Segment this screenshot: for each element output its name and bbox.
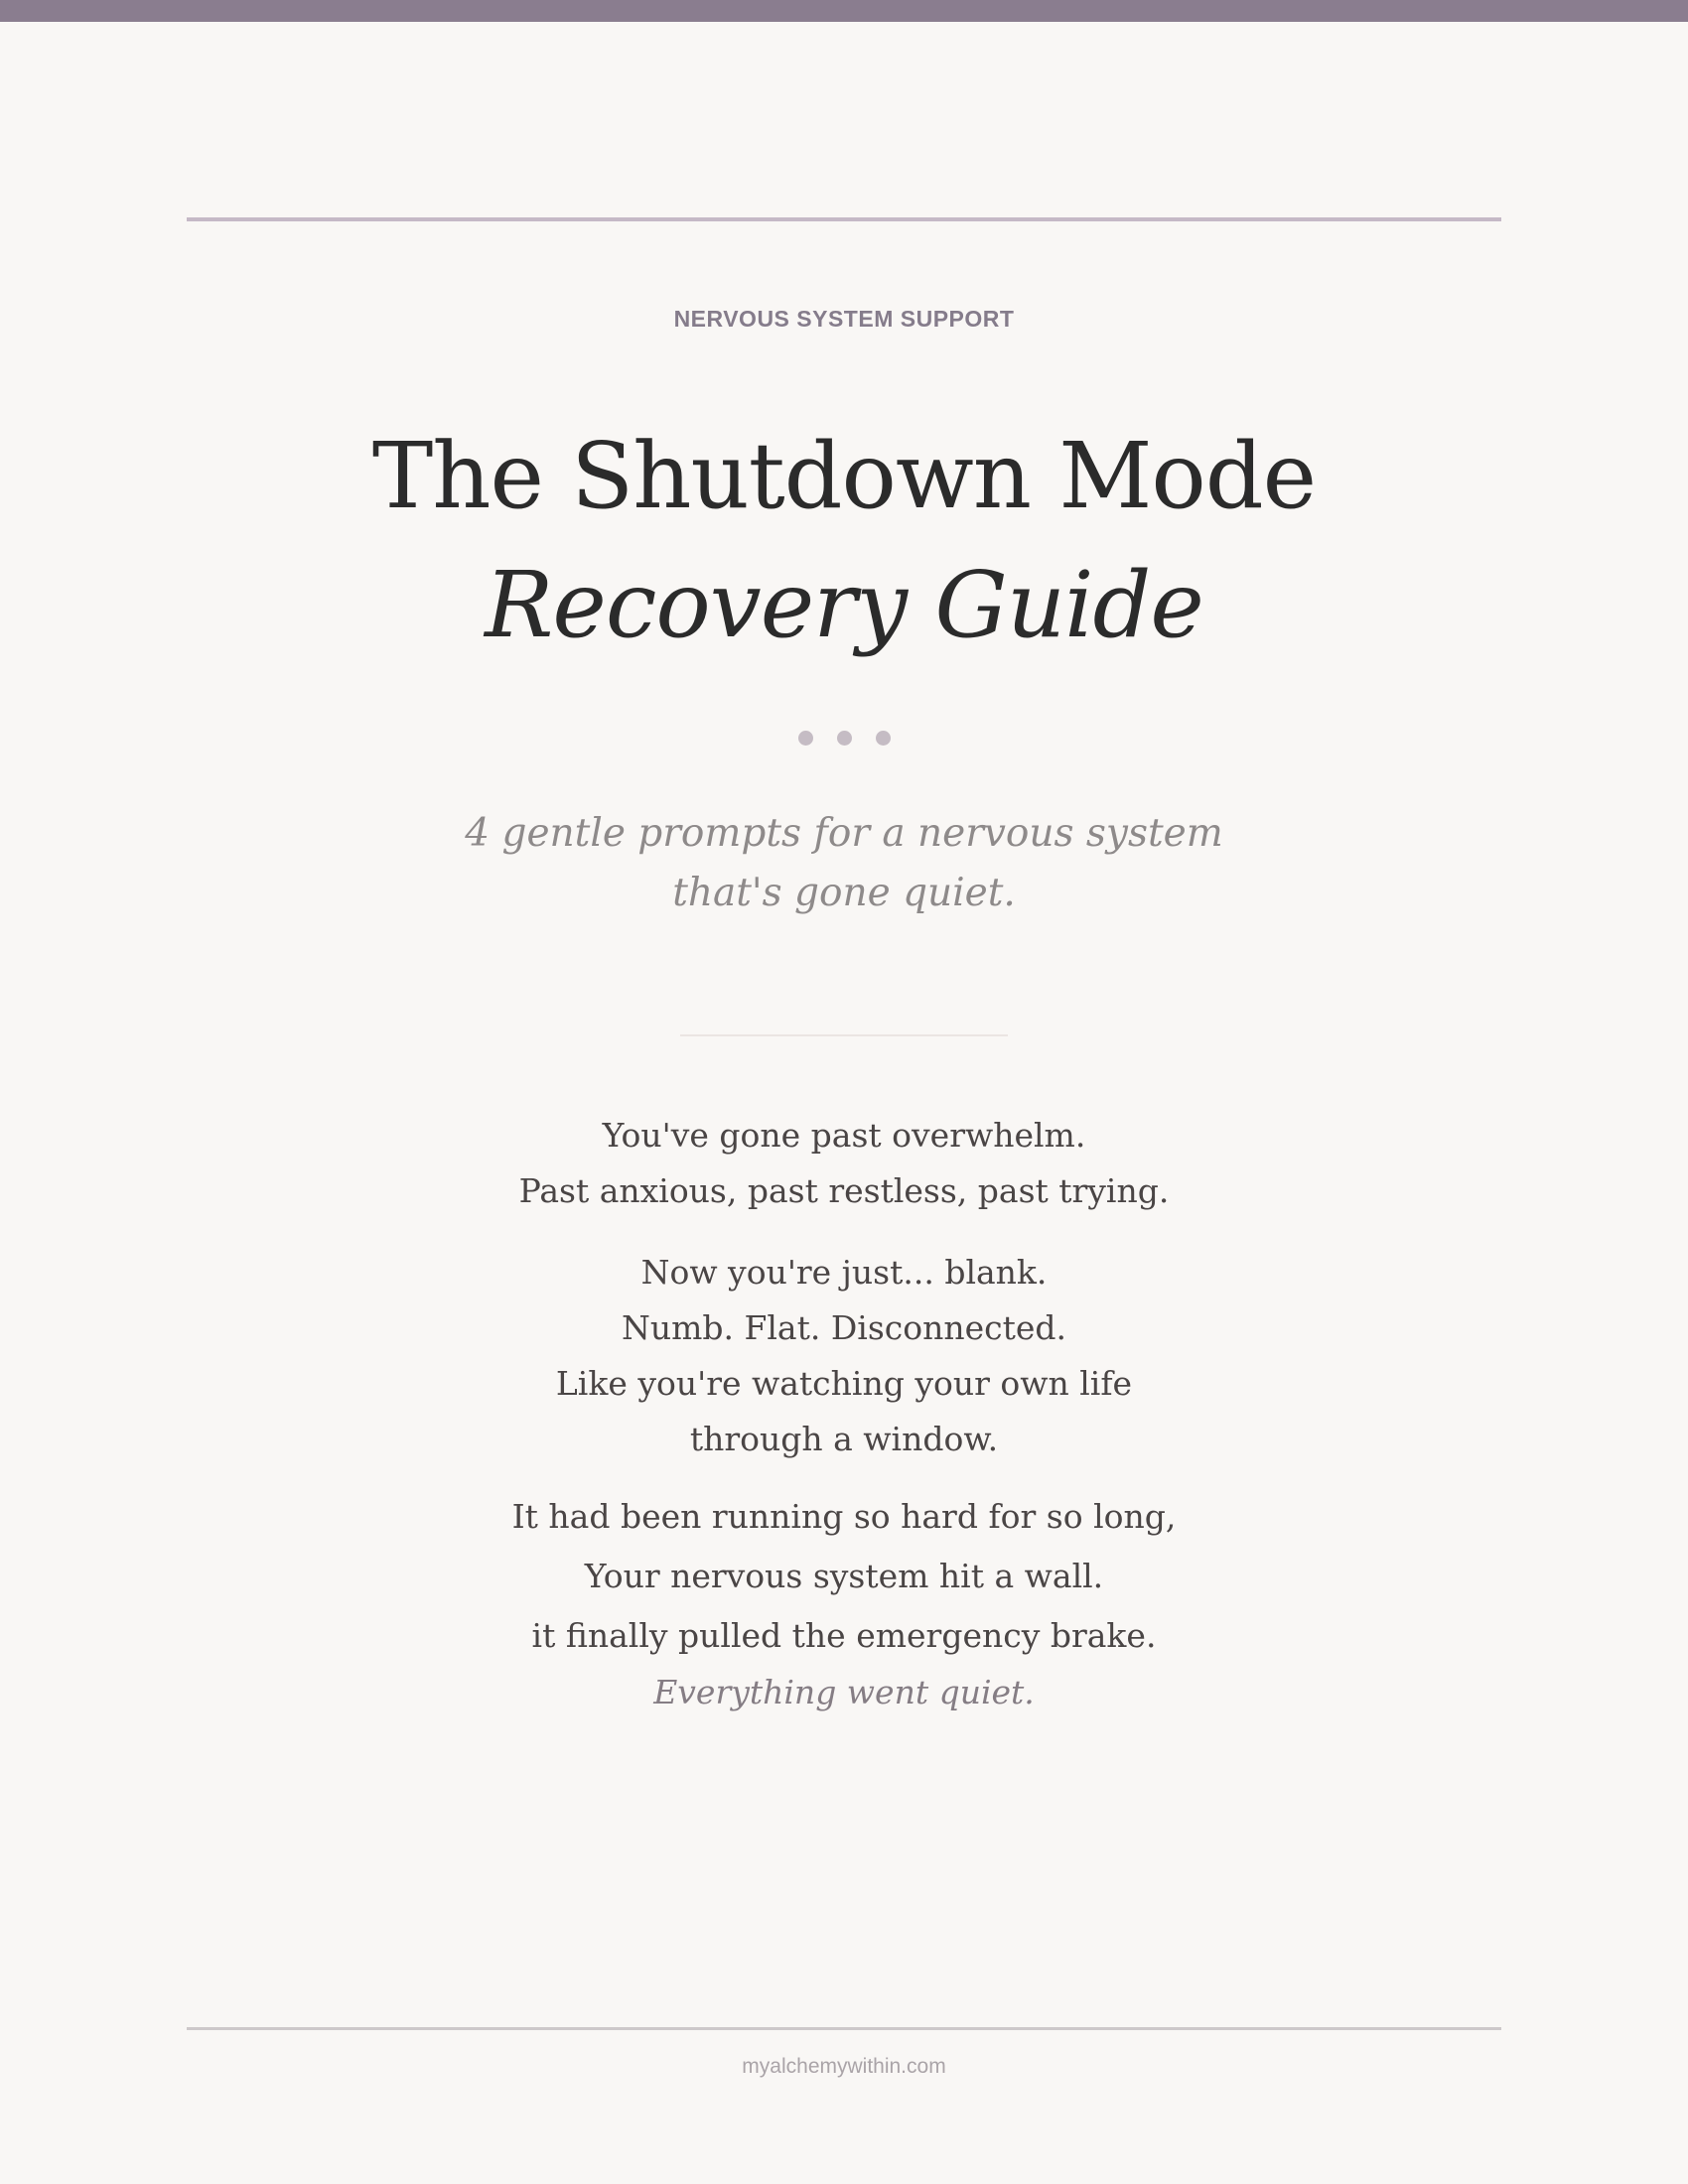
body-line: it finally pulled the emergency brake. bbox=[531, 1616, 1157, 1655]
body-line: Your nervous system hit a wall. bbox=[584, 1557, 1104, 1595]
body-line: Numb. Flat. Disconnected. bbox=[621, 1308, 1067, 1347]
ornament-dots bbox=[0, 731, 1688, 747]
body-line: Past anxious, past restless, past trying. bbox=[518, 1171, 1170, 1210]
body-paragraph-2 bbox=[0, 1245, 1688, 1467]
subtitle bbox=[0, 804, 1688, 923]
body-paragraph-1 bbox=[0, 1108, 1688, 1219]
footer-site-link[interactable]: myalchemywithin.com bbox=[742, 2055, 946, 2078]
bottom-divider bbox=[187, 2027, 1501, 2030]
mid-divider bbox=[680, 1034, 1008, 1036]
body-line: through a window. bbox=[689, 1420, 999, 1458]
emphasis-line: Everything went quiet. bbox=[653, 1673, 1035, 1711]
body-line: Like you're watching your own life bbox=[555, 1364, 1133, 1403]
title-line-1: The Shutdown Mode bbox=[371, 423, 1317, 529]
body-line: It had been running so hard for so long, bbox=[511, 1497, 1177, 1536]
top-divider bbox=[187, 217, 1501, 221]
eyebrow-label: NERVOUS SYSTEM SUPPORT bbox=[673, 306, 1015, 332]
dot-3 bbox=[876, 731, 891, 746]
top-accent-bar bbox=[0, 0, 1688, 22]
dot-1 bbox=[798, 731, 813, 746]
subtitle-line-2: that's gone quiet. bbox=[672, 871, 1016, 915]
body-line: Now you're just... blank. bbox=[640, 1253, 1048, 1292]
body-line: You've gone past overwhelm. bbox=[602, 1116, 1086, 1155]
title-line-2: Recovery Guide bbox=[485, 552, 1203, 658]
dot-2 bbox=[837, 731, 852, 746]
body-paragraph-3 bbox=[0, 1487, 1688, 1719]
subtitle-line-1: 4 gentle prompts for a nervous system bbox=[465, 811, 1223, 856]
